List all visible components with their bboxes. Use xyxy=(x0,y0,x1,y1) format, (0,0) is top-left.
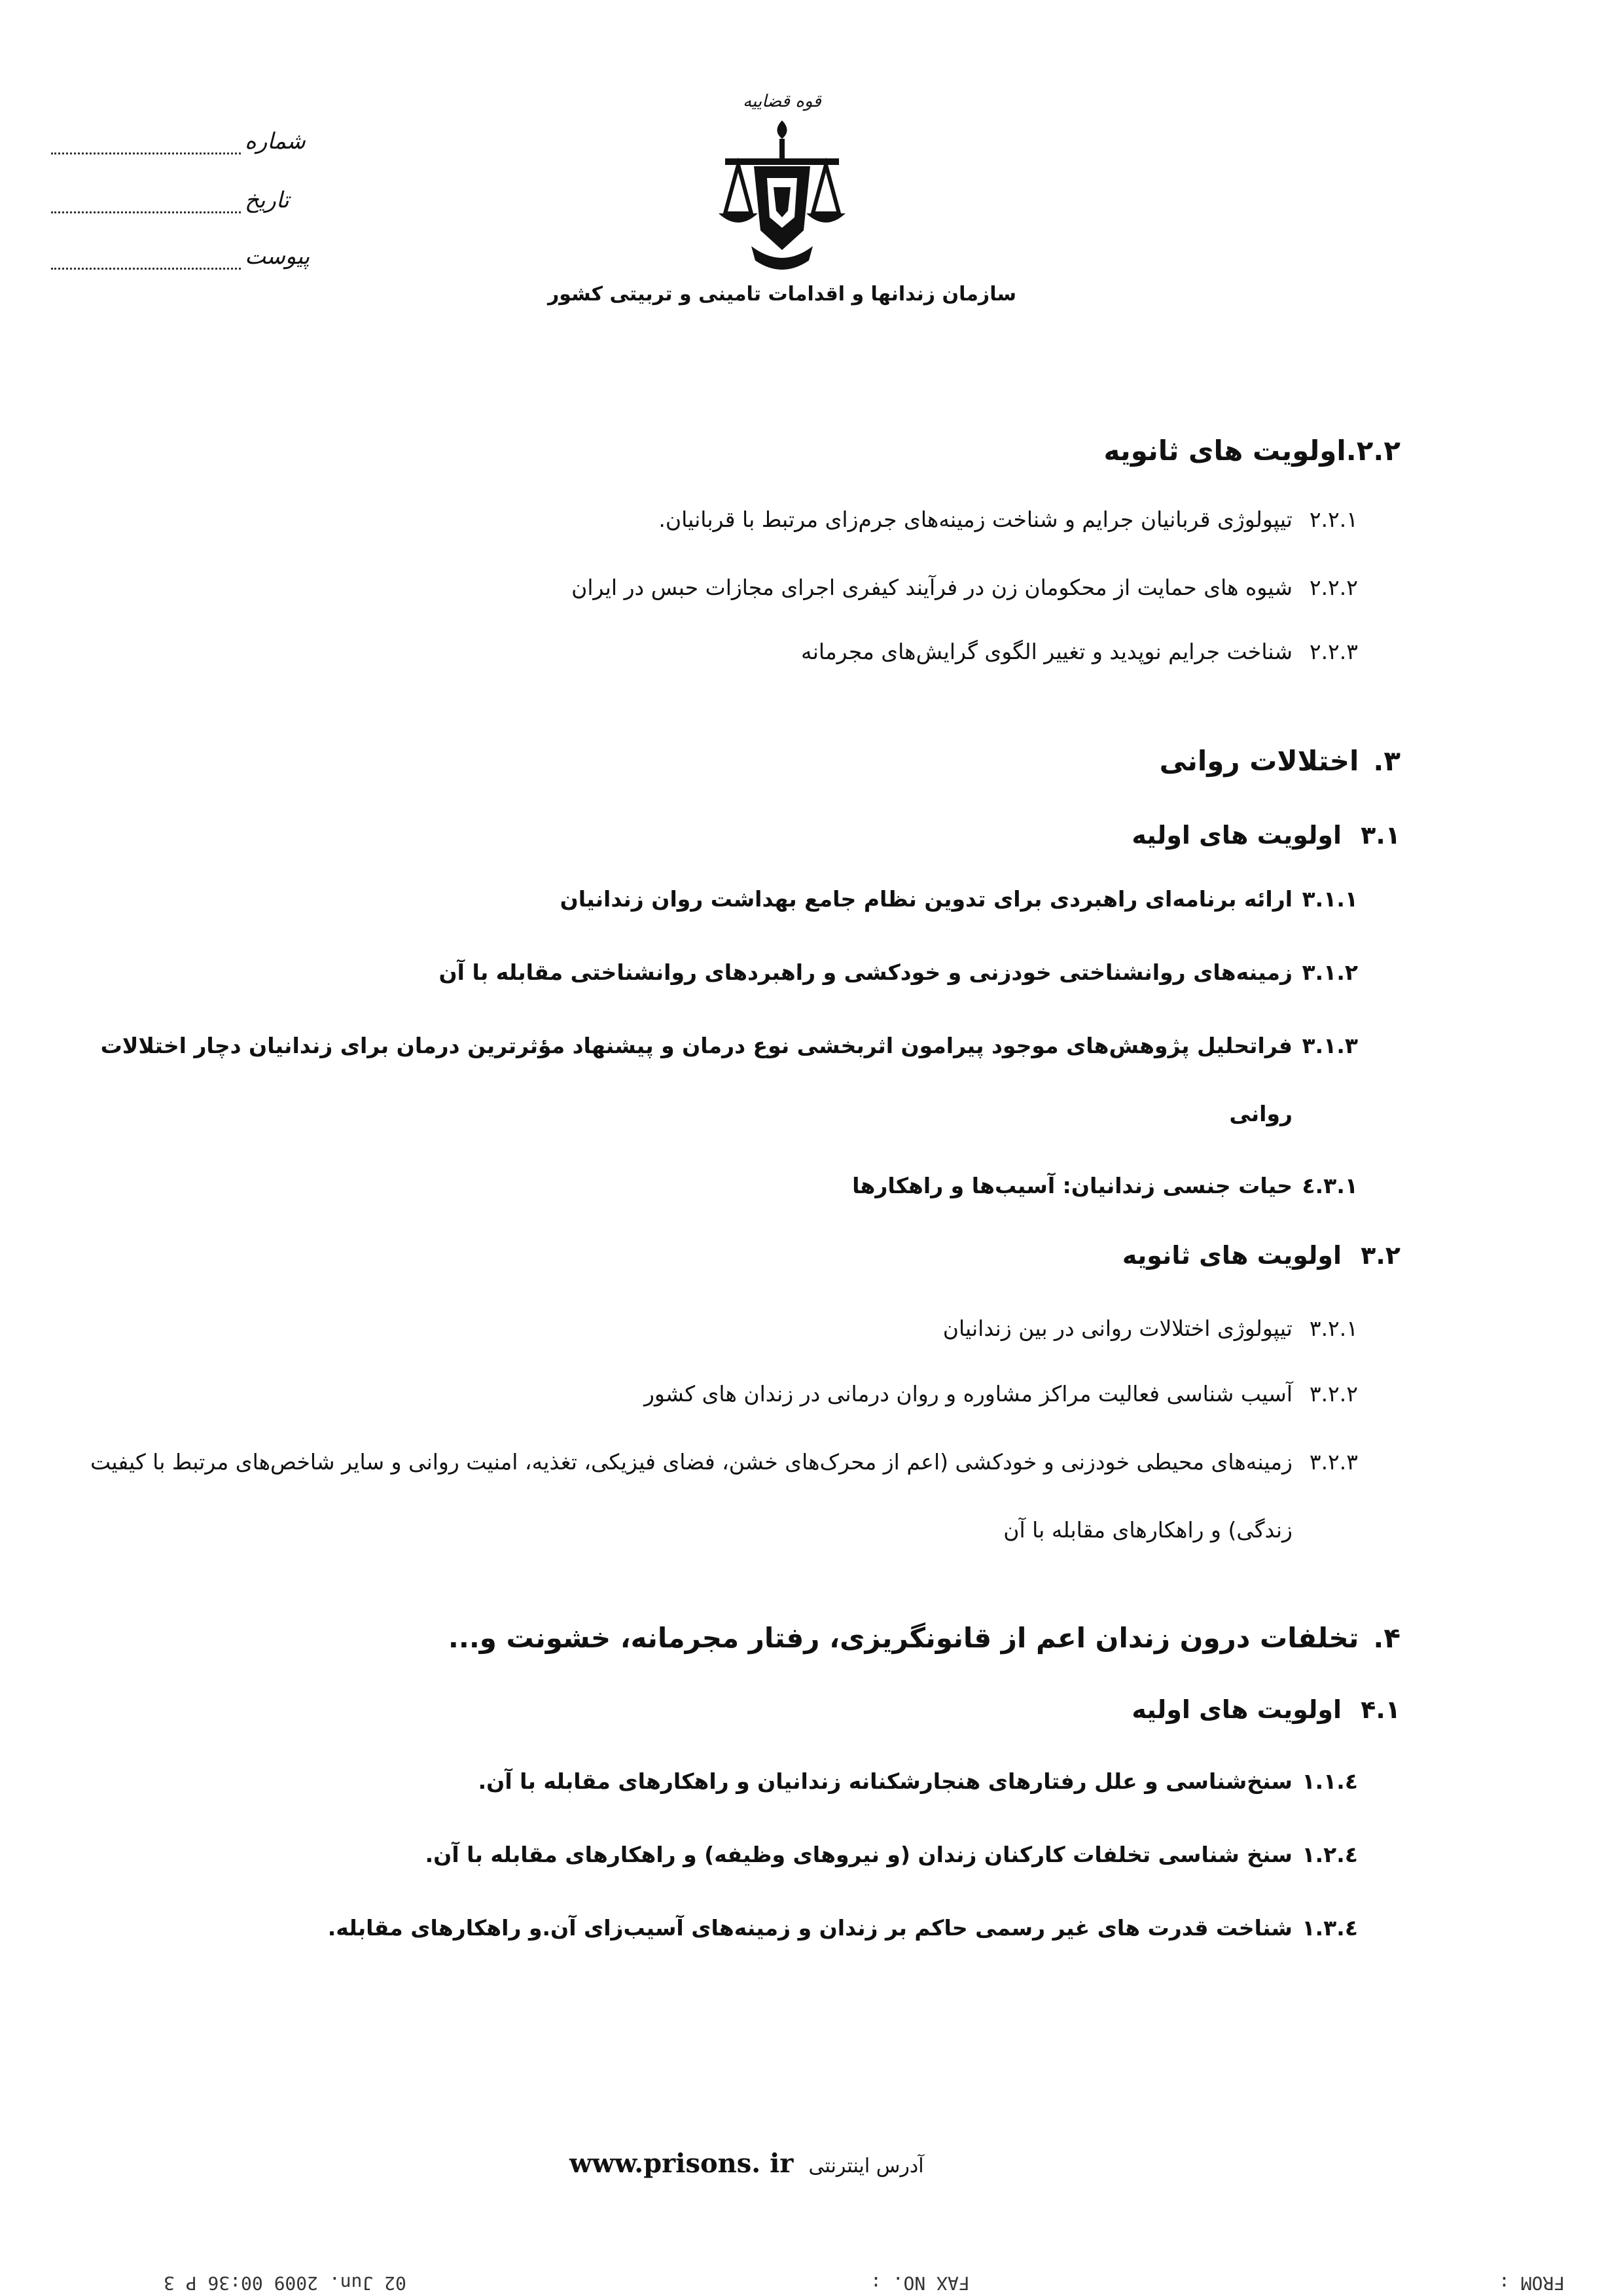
attachment-label: پیوست xyxy=(245,243,310,270)
judiciary-emblem-icon xyxy=(713,115,851,279)
website-label: آدرس اینترنتی xyxy=(808,2155,924,2178)
website-link[interactable]: www.prisons. ir xyxy=(569,2148,794,2179)
item-text: سنخ‌شناسی و علل رفتارهای هنجارشکنانه زندانیان و راهکارهای مقابله با آن. xyxy=(478,1768,1293,1794)
subsection-3-2-heading xyxy=(1122,1241,1400,1270)
subsection-number: ۳.۱ xyxy=(1361,821,1400,850)
date-field xyxy=(51,187,289,213)
list-item xyxy=(425,1842,1358,1889)
section-title: اختلالات روانی xyxy=(1159,745,1359,777)
item-number: ۳.۱.٤ xyxy=(1302,1173,1358,1198)
item-number: ۳.۲.۲ xyxy=(1309,1381,1358,1407)
list-item xyxy=(478,1768,1358,1816)
fax-datetime: 02 Jun. 2009 00:36 P 3 xyxy=(164,2272,406,2294)
list-item xyxy=(658,507,1358,554)
item-text: شیوه های حمایت از محکومان زن در فرآیند کیفری اجرای مجازات حبس در ایران xyxy=(571,575,1293,600)
item-number: ۳.۱.۲ xyxy=(1302,960,1358,985)
item-number: ۳.۲.۱ xyxy=(1309,1316,1358,1341)
number-field xyxy=(51,128,306,154)
emblem-caption: قوه قضاییه xyxy=(743,92,821,111)
item-number: ۳.۲.۳ xyxy=(1309,1449,1358,1475)
item-text: زمینه‌های محیطی خودزنی و خودکشی (اعم از محرک‌های خشن، فضای فیزیکی، تغذیه، امنیت روانی و سایر شاخص‌های مرتبط با کیفیت زندگی) و راهکارهای مقابله با آن xyxy=(90,1449,1293,1543)
date-line xyxy=(51,196,241,213)
list-item xyxy=(560,886,1358,933)
list-item xyxy=(328,1915,1358,1962)
list-item xyxy=(852,1173,1358,1220)
section-number: ۴. xyxy=(1373,1622,1400,1654)
section-4-heading xyxy=(448,1622,1400,1654)
subsection-3-1-heading xyxy=(1132,821,1400,850)
fax-from: FROM : xyxy=(1499,2272,1565,2294)
item-text: شناخت جرایم نوپدید و تغییر الگوی گرایش‌های مجرمانه xyxy=(801,639,1293,664)
website-line xyxy=(569,2148,924,2179)
item-text: تیپولوژی قربانیان جرایم و شناخت زمینه‌های جرم‌زای مرتبط با قربانیان. xyxy=(658,507,1293,532)
item-text: آسیب شناسی فعالیت مراکز مشاوره و روان درمانی در زندان های کشور xyxy=(643,1381,1293,1407)
section-2-2-heading: ۲.۲.اولویت های ثانویه xyxy=(1103,435,1400,467)
list-item xyxy=(644,1381,1358,1428)
date-label: تاریخ xyxy=(245,187,289,213)
list-item xyxy=(801,639,1358,686)
subsection-title: اولویت های اولیه xyxy=(1132,821,1342,850)
item-text: تیپولوژی اختلالات روانی در بین زندانیان xyxy=(942,1316,1293,1341)
subsection-number: ۳.۲ xyxy=(1361,1241,1400,1270)
item-number: ۲.۲.۳ xyxy=(1309,639,1358,664)
subsection-title: اولویت های ثانویه xyxy=(1122,1241,1342,1270)
list-item xyxy=(46,1033,1358,1148)
list-item xyxy=(439,960,1359,1007)
fax-number: FAX NO. : xyxy=(870,2272,970,2294)
section-3-heading xyxy=(1160,745,1400,777)
number-line xyxy=(51,137,241,154)
item-number: ۲.۲.۱ xyxy=(1309,507,1358,532)
attachment-line xyxy=(51,252,241,270)
section-number: ۳. xyxy=(1373,745,1400,777)
item-text: زمینه‌های روانشناختی خودزنی و خودکشی و راهبردهای روانشناختی مقابله با آن xyxy=(438,960,1293,985)
item-text: سنخ شناسی تخلفات کارکنان زندان (و نیروهای وظیفه) و راهکارهای مقابله با آن. xyxy=(425,1842,1293,1867)
subsection-4-1-heading xyxy=(1132,1695,1400,1724)
subsection-title: اولویت های اولیه xyxy=(1132,1695,1342,1724)
subsection-number: ۴.۱ xyxy=(1361,1695,1400,1724)
item-number: ۳.۱.۱ xyxy=(1302,886,1358,912)
item-number: ٤.۱.۲ xyxy=(1302,1842,1358,1867)
item-number: ۳.۱.۳ xyxy=(1302,1033,1358,1058)
list-item xyxy=(571,575,1358,622)
item-text: شناخت قدرت های غیر رسمی حاکم بر زندان و زمینه‌های آسیب‌زای آن.و راهکارهای مقابله. xyxy=(327,1915,1293,1941)
item-text: حیات جنسی زندانیان: آسیب‌ها و راهکارها xyxy=(852,1173,1293,1198)
number-label: شماره xyxy=(245,128,306,154)
list-item xyxy=(46,1449,1358,1564)
attachment-field xyxy=(51,243,310,270)
section-title: تخلفات درون زندان اعم از قانونگریزی، رفتار مجرمانه، خشونت و... xyxy=(448,1622,1359,1654)
item-number: ٤.۱.۳ xyxy=(1302,1915,1358,1941)
organization-name: سازمان زندانها و اقدامات تامینی و تربیتی کشور xyxy=(548,283,1016,306)
item-number: ٤.۱.۱ xyxy=(1302,1768,1358,1794)
item-text: فراتحلیل پژوهش‌های موجود پیرامون اثربخشی نوع درمان و پیشنهاد مؤثرترین درمان برای زندانیان دچار اختلالات روانی xyxy=(100,1033,1293,1126)
item-number: ۲.۲.۲ xyxy=(1309,575,1358,600)
item-text: ارائه برنامه‌ای راهبردی برای تدوین نظام جامع بهداشت روان زندانیان xyxy=(560,886,1293,912)
list-item xyxy=(943,1316,1358,1363)
